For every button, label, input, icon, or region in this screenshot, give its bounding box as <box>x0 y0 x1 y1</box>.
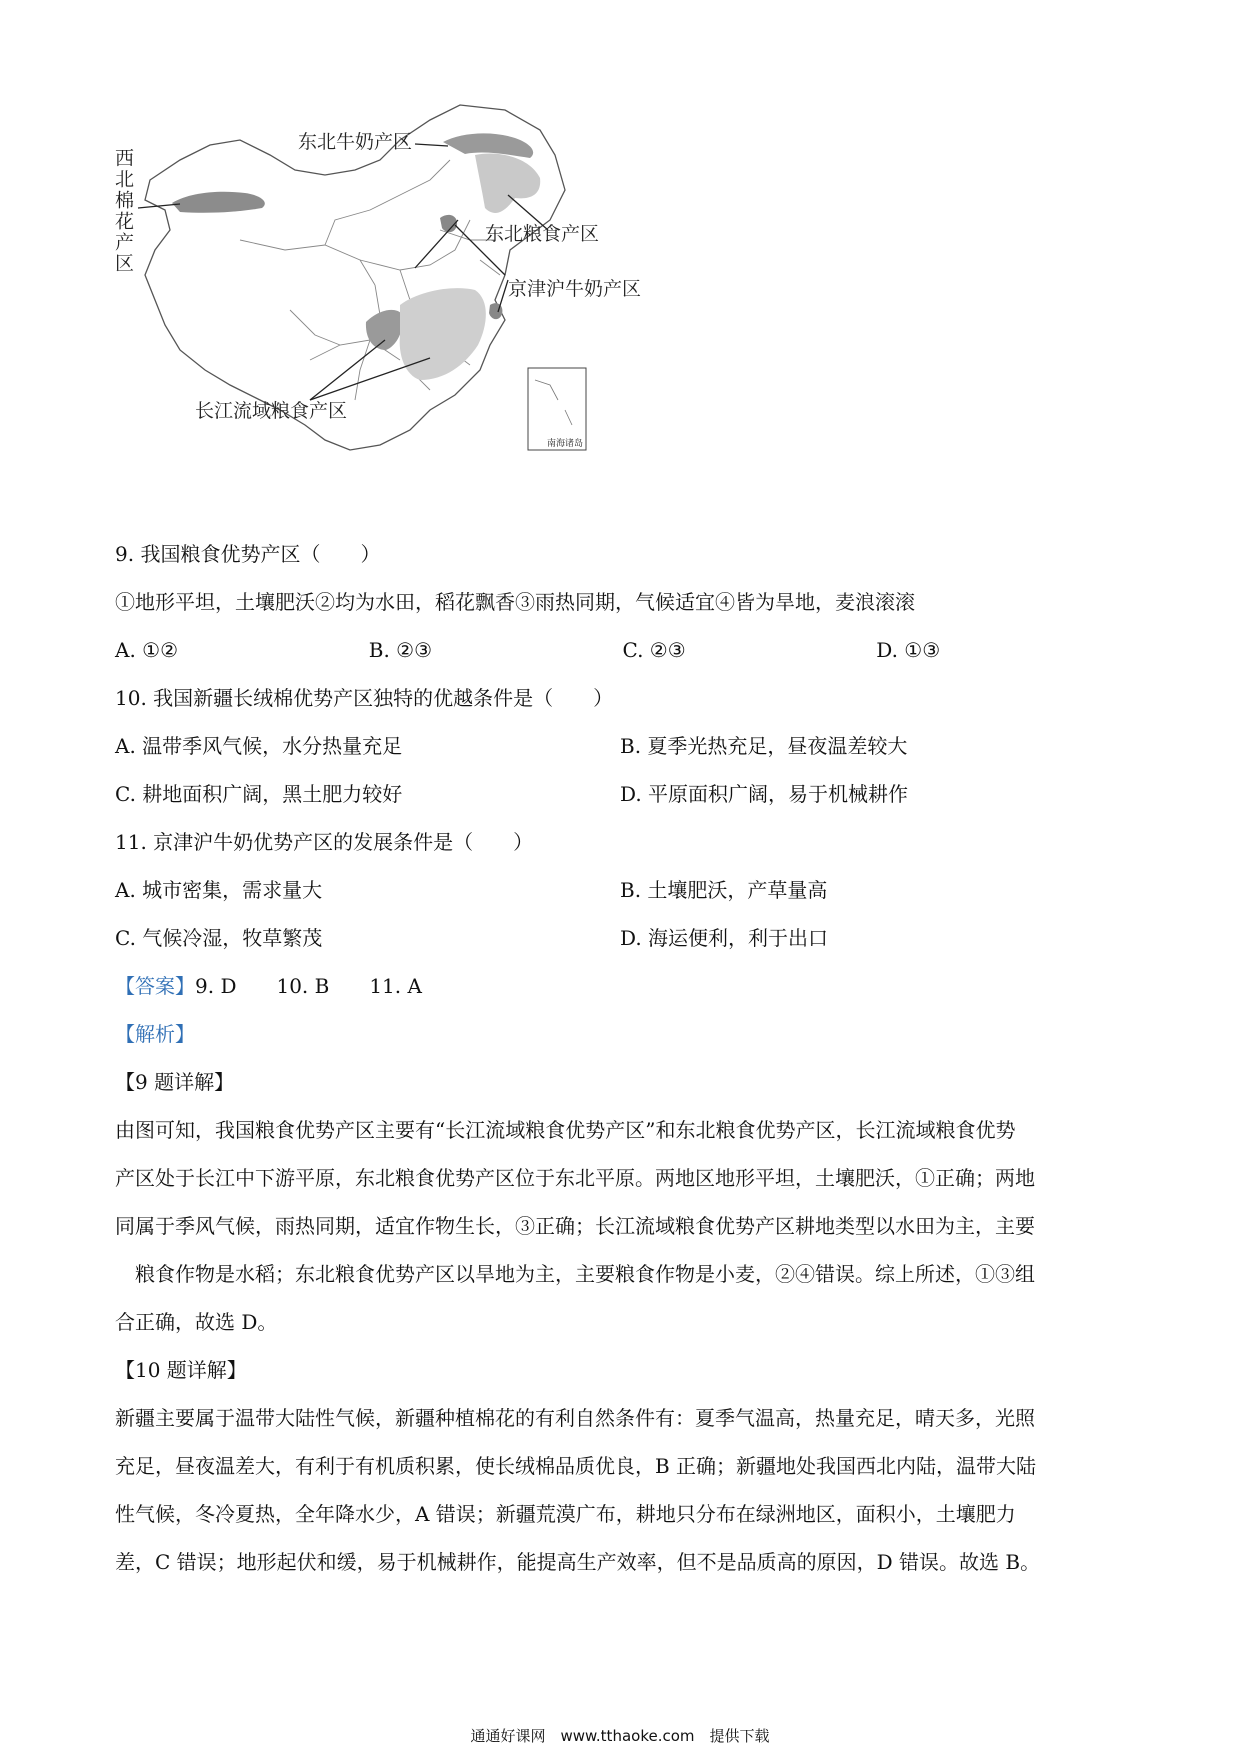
q10-stem: 10. 我国新疆长绒棉优势产区独特的优越条件是（ ） <box>115 686 614 710</box>
label-northwest-cotton: 西北棉花产区 <box>112 148 134 274</box>
q9-option-b: B. ②③ <box>368 638 433 662</box>
q11-stem: 11. 京津沪牛奶优势产区的发展条件是（ ） <box>115 830 534 854</box>
q9-detail-line: 合正确，故选 D。 <box>115 1310 278 1334</box>
q9-stem: 9. 我国粮食优势产区（ ） <box>115 542 381 566</box>
q11-options-row2 <box>115 914 1130 962</box>
label-northeast-grain: 东北粮食产区 <box>485 223 600 245</box>
northeast-grain-area <box>475 154 540 213</box>
q9-option-a: A. ①② <box>115 638 179 662</box>
q10-option-a: A. 温带季风气候，水分热量充足 <box>115 734 403 758</box>
q9-detail-heading: 【9 题详解】 <box>115 1070 235 1094</box>
page-footer: 通通好课网 www.tthaoke.com 提供下载 <box>470 1727 770 1745</box>
q9-statement: ①地形平坦，土壤肥沃②均为水田，稻花飘香③雨热同期，气候适宜④皆为旱地，麦浪滚滚 <box>115 590 915 614</box>
q9-option-d: D. ①③ <box>876 638 941 662</box>
q9-option-c: C. ②③ <box>622 638 686 662</box>
northwest-cotton-area <box>172 192 265 213</box>
label-jjh-milk: 京津沪牛奶产区 <box>508 278 642 300</box>
q10-detail-line: 充足，昼夜温差大，有利于有机质积累，使长绒棉品质优良，B 正确；新疆地处我国西北内陆，温带大陆 <box>115 1454 1037 1478</box>
q10-option-c: C. 耕地面积广阔，黑土肥力较好 <box>115 782 403 806</box>
q9-options <box>115 626 1130 674</box>
q9-detail-line: 粮食作物是水稻；东北粮食优势产区以旱地为主，主要粮食作物是小麦，②④错误。综上所述，①③组 <box>115 1262 1035 1286</box>
q11-options-row1 <box>115 866 1130 914</box>
q10-option-b: B. 夏季光热充足，昼夜温差较大 <box>620 734 908 758</box>
q10-option-d: D. 平原面积广阔，易于机械耕作 <box>620 782 909 806</box>
analysis-tag: 【解析】 <box>115 1022 195 1046</box>
q9-detail-line: 产区处于长江中下游平原，东北粮食优势产区位于东北平原。两地区地形平坦，土壤肥沃，①正确；两地 <box>115 1166 1035 1190</box>
inset-label: 南海诸岛 <box>547 439 584 449</box>
q9-detail-paragraph <box>115 1106 1130 1346</box>
q10-detail-paragraph <box>115 1394 1130 1586</box>
answer-text: 9. D 10. B 11. A <box>195 974 422 998</box>
q9-detail-line: 同属于季风气候，雨热同期，适宜作物生长，③正确；长江流域粮食优势产区耕地类型以水田为主，主要 <box>115 1214 1035 1238</box>
china-map-drawing <box>110 100 730 520</box>
q10-options-row2 <box>115 770 1130 818</box>
q11-option-c: C. 气候冷湿，牧草繁茂 <box>115 926 323 950</box>
q10-detail-line: 差，C 错误；地形起伏和缓，易于机械耕作，能提高生产效率，但不是品质高的原因，D 错误。故选 B。 <box>115 1550 1041 1574</box>
questions-section <box>115 530 1130 1586</box>
q11-option-d: D. 海运便利，利于出口 <box>620 926 829 950</box>
yangtze-grain-area-east <box>400 288 486 380</box>
yangtze-grain-area-west <box>366 310 403 350</box>
china-production-map <box>110 100 730 520</box>
q10-detail-line: 新疆主要属于温带大陆性气候，新疆种植棉花的有利自然条件有：夏季气温高，热量充足，晴天多，光照 <box>115 1406 1035 1430</box>
answer-line <box>115 962 1130 1010</box>
label-northeast-milk: 东北牛奶产区 <box>298 131 413 153</box>
q11-option-a: A. 城市密集，需求量大 <box>115 878 323 902</box>
q10-detail-heading: 【10 题详解】 <box>115 1358 247 1382</box>
analysis-line <box>115 1010 1130 1058</box>
q9-detail-line: 由图可知，我国粮食优势产区主要有“长江流域粮食优势产区”和东北粮食优势产区，长江流域粮食优势 <box>115 1118 1016 1142</box>
q10-detail-line: 性气候，冬冷夏热，全年降水少，A 错误；新疆荒漠广布，耕地只分布在绿洲地区，面积小，土壤肥力 <box>115 1502 1016 1526</box>
q10-options-row1 <box>115 722 1130 770</box>
q11-option-b: B. 土壤肥沃，产草量高 <box>620 878 828 902</box>
label-yangtze-grain: 长江流域粮食产区 <box>195 400 348 422</box>
answer-tag: 【答案】 <box>115 974 195 998</box>
